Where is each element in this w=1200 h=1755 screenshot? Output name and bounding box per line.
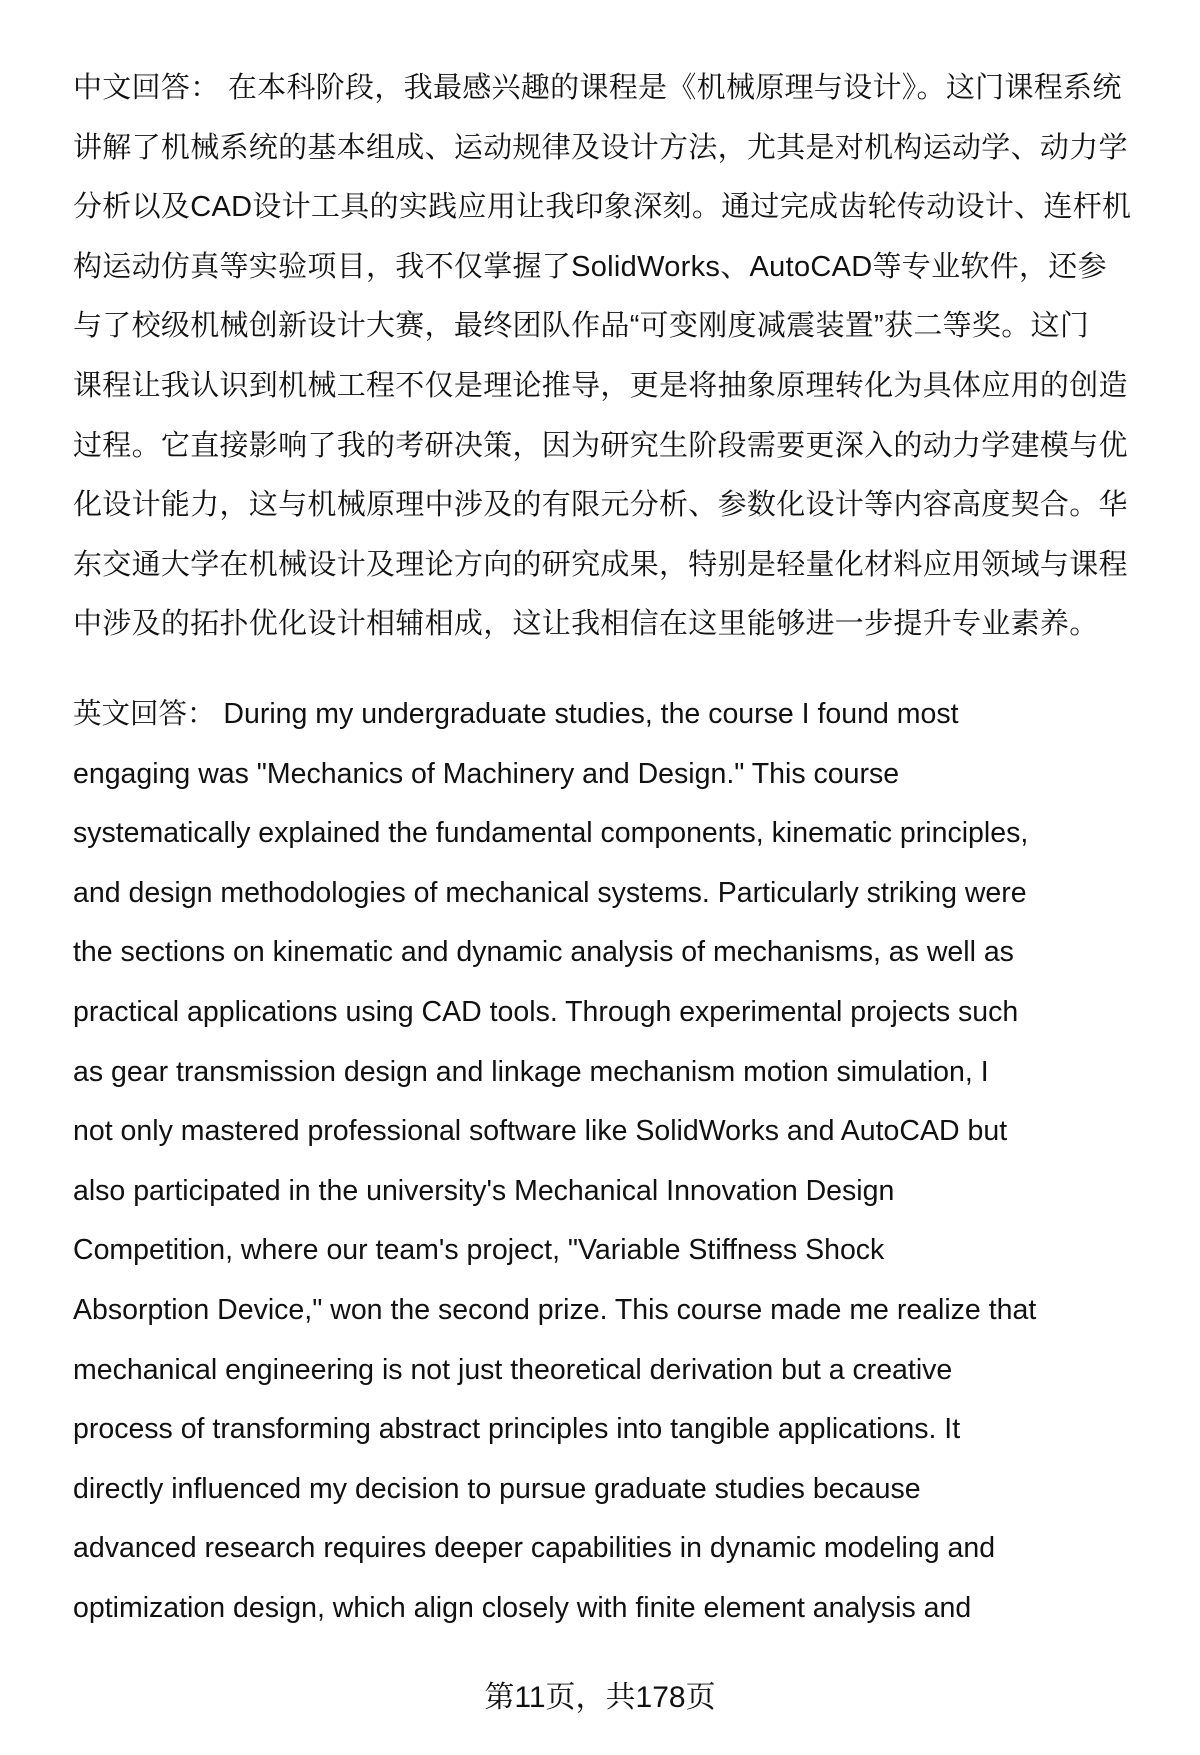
text-line: 化设计能力，这与机械原理中涉及的有限元分析、参数化设计等内容高度契合。华 xyxy=(73,489,1128,522)
text-line: process of transforming abstract principles into tangible applications. It xyxy=(73,1413,961,1446)
text-line: the sections on kinematic and dynamic analysis of mechanisms, as well as xyxy=(73,936,1014,969)
text-line: as gear transmission design and linkage mechanism motion simulation, I xyxy=(73,1055,989,1088)
text-line: 课程让我认识到机械工程不仅是理论推导，更是将抽象原理转化为具体应用的创造 xyxy=(73,369,1128,402)
text-line: 过程。它直接影响了我的考研决策，因为研究生阶段需要更深入的动力学建模与优 xyxy=(73,429,1128,462)
text-line: also participated in the university's Mechanical Innovation Design xyxy=(73,1174,895,1207)
page-number: 第11页，共178页 xyxy=(484,1681,716,1714)
text-line: 中文回答： 在本科阶段，我最感兴趣的课程是《机械原理与设计》。这门课程系统 xyxy=(73,72,1122,104)
text-line: advanced research requires deeper capabilities in dynamic modeling and xyxy=(73,1532,996,1565)
text-line: and design methodologies of mechanical systems. Particularly striking were xyxy=(73,876,1027,909)
text-line: optimization design, which align closely with finite element analysis and xyxy=(73,1591,972,1624)
text-line: 与了校级机械创新设计大赛，最终团队作品“可变刚度减震装置”获二等奖。这门 xyxy=(73,310,1090,343)
chinese-answer xyxy=(73,59,1158,655)
english-answer xyxy=(73,685,1158,1639)
text-line: 构运动仿真等实验项目，我不仅掌握了SolidWorks、AutoCAD等专业软件，还参 xyxy=(73,250,1107,283)
text-line: 东交通大学在机械设计及理论方向的研究成果，特别是轻量化材料应用领域与课程 xyxy=(73,548,1128,581)
text-line: 分析以及CAD设计工具的实践应用让我印象深刻。通过完成齿轮传动设计、连杆机 xyxy=(73,191,1132,224)
text-line: Absorption Device," won the second prize. This course made me realize that xyxy=(73,1293,1037,1326)
text-line: Competition, where our team's project, "Variable Stiffness Shock xyxy=(73,1234,885,1267)
text-line: systematically explained the fundamental components, kinematic principles, xyxy=(73,817,1029,850)
text-line: 讲解了机械系统的基本组成、运动规律及设计方法，尤其是对机构运动学、动力学 xyxy=(73,131,1128,164)
text-line: not only mastered professional software like SolidWorks and AutoCAD but xyxy=(73,1115,1008,1148)
text-line: 中涉及的拓扑优化设计相辅相成，这让我相信在这里能够进一步提升专业素养。 xyxy=(73,608,1099,641)
text-line: 英文回答： During my undergraduate studies, the course I found most xyxy=(73,698,959,730)
text-line: mechanical engineering is not just theoretical derivation but a creative xyxy=(73,1353,953,1386)
text-line: directly influenced my decision to pursue graduate studies because xyxy=(73,1472,921,1505)
text-line: engaging was "Mechanics of Machinery and Design." This course xyxy=(73,757,900,790)
text-line: practical applications using CAD tools. Through experimental projects such xyxy=(73,995,1019,1028)
